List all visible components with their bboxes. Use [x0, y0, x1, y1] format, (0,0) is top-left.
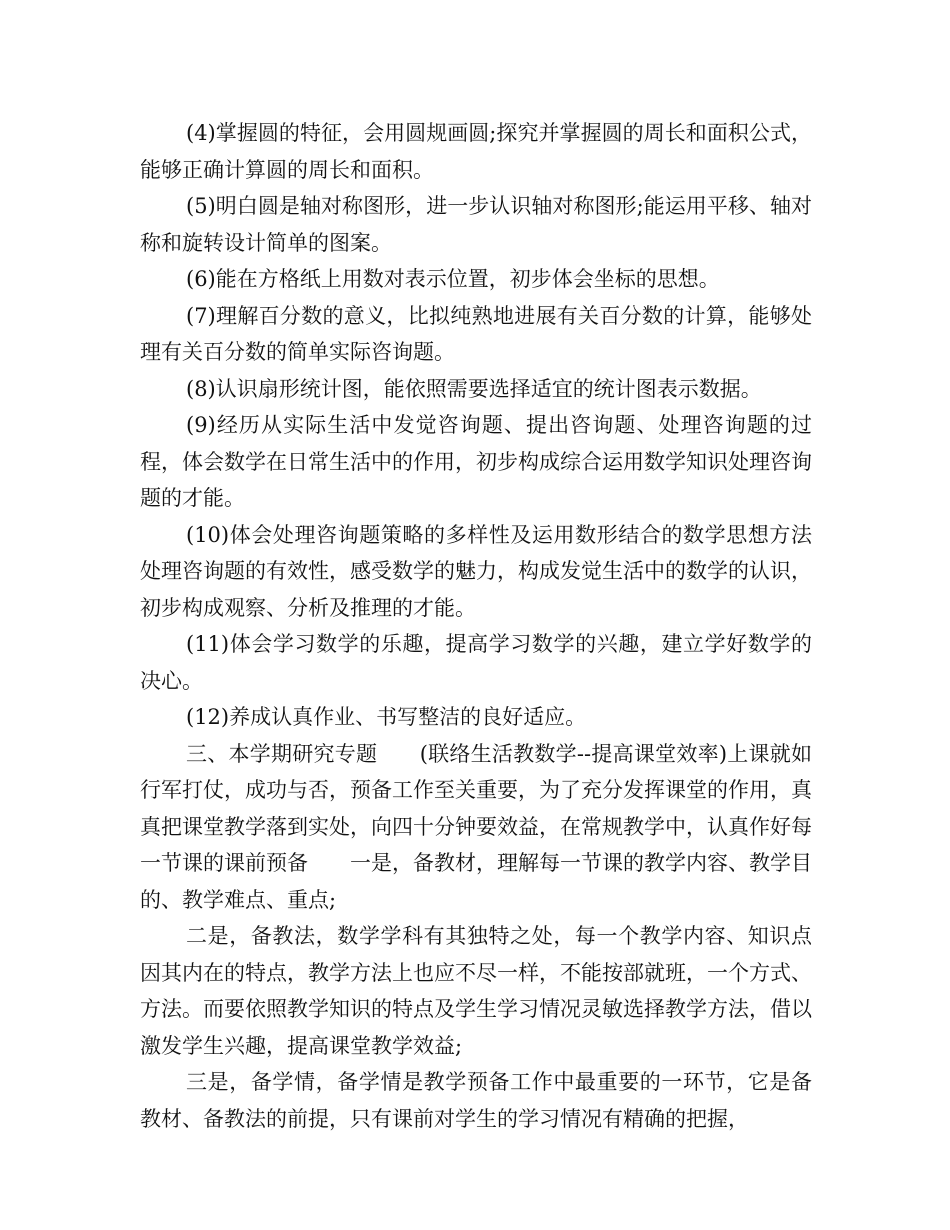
document-page — [140, 115, 812, 1137]
paragraph-item-10: (10)体会处理咨询题策略的多样性及运用数形结合的数学思想方法处理咨询题的有效性，感受数学的魅力，构成发觉生活中的数学的认识，初步构成观察、分析及推理的才能。 — [140, 522, 812, 620]
section-three-paragraph: 三、本学期研究专题 (联络生活教数学--提高课堂效率)上课就如行军打仗，成功与否，预备工作至关重要，为了充分发挥课堂的作用，真真把课堂教学落到实处，向四十分钟要效益，在常规教学中，认真作好每一节课的课前预备 一是，备教材，理解每一节课的教学内容、教学目的、教学难点、重点; — [140, 741, 812, 912]
paragraph-item-5: (5)明白圆是轴对称图形，进一步认识轴对称图形;能运用平移、轴对称和旋转设计简单的图案。 — [140, 194, 812, 255]
paragraph-item-12: (12)养成认真作业、书写整洁的良好适应。 — [186, 705, 587, 729]
paragraph-student-situation: 三是，备学情，备学情是教学预备工作中最重要的一环节，它是备教材、备教法的前提，只有课前对学生的学习情况有精确的把握， — [140, 1070, 812, 1131]
paragraph-item-8: (8)认识扇形统计图，能依照需要选择适宜的统计图表示数据。 — [186, 376, 762, 401]
paragraph-item-11: (11)体会学习数学的乐趣，提高学习数学的兴趣，建立学好数学的决心。 — [140, 632, 812, 693]
paragraph-teaching-method: 二是，备教法，数学学科有其独特之处，每一个教学内容、知识点因其内在的特点，教学方法上也应不尽一样，不能按部就班，一个方式、方法。而要依照教学知识的特点及学生学习情况灵敏选择教学方法，借以激发学生兴趣，提高课堂教学效益; — [140, 924, 812, 1058]
paragraph-item-9: (9)经历从实际生活中发觉咨询题、提出咨询题、处理咨询题的过程，体会数学在日常生活中的作用，初步构成综合运用数学知识处理咨询题的才能。 — [140, 413, 812, 510]
paragraph-item-6: (6)能在方格纸上用数对表示位置，初步体会坐标的思想。 — [186, 267, 720, 291]
paragraph-item-7: (7)理解百分数的意义，比拟纯熟地进展有关百分数的计算，能够处理有关百分数的简单实际咨询题。 — [140, 303, 812, 364]
paragraph-item-4: (4)掌握圆的特征，会用圆规画圆;探究并掌握圆的周长和面积公式，能够正确计算圆的周长和面积。 — [140, 121, 812, 182]
